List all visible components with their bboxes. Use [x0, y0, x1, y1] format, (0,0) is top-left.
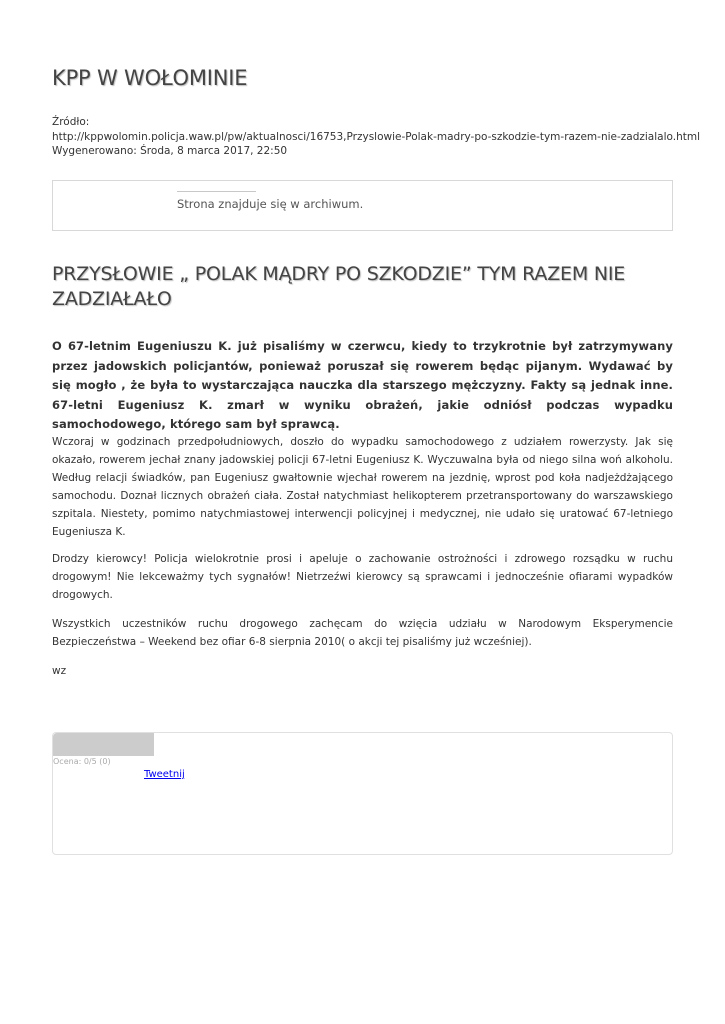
article-title: PRZYSŁOWIE „ POLAK MĄDRY PO SZKODZIE” TYM RAZEM NIE ZADZIAŁAŁO — [52, 263, 626, 310]
generated-date: Wygenerowano: Środa, 8 marca 2017, 22:50 — [52, 145, 288, 157]
article-lead: O 67-letnim Eugeniuszu K. już pisaliśmy w czerwcu, kiedy to trzykrotnie był zatrzymywany przez jadowskich policjantów, ponieważ poruszał się rowerem będąc pijanym. Wydawać by się mogło , że była to wystarczająca nauczka dla starszego mężczyzny. Fakty są jednak inne. 67-letni Eugeniusz K. zmarł w wyniku obrażeń, jakie odniósł podczas wypadku samochodowego, którego sam był sprawcą. — [52, 339, 673, 431]
archive-notice-text: Strona znajduje się w archiwum. — [177, 197, 364, 211]
archive-divider — [177, 191, 256, 192]
archive-notice-box — [52, 180, 673, 231]
source-url: http://kppwolomin.policja.waw.pl/pw/aktualnosci/16753,Przyslowie-Polak-madry-po-szkodzie-tym-razem-nie-zadzialalo.html — [52, 130, 700, 143]
article-paragraph: Drodzy kierowcy! Policja wielokrotnie prosi i apeluje o zachowanie ostrożności i zdrowego rozsądku w ruchu drogowym! Nie lekceważmy tych sygnałów! Nietrzeźwi kierowcy są sprawcami i jednocześnie ofiarami wypadków drogowych. — [52, 553, 673, 601]
article-paragraph: Wczoraj w godzinach przedpołudniowych, doszło do wypadku samochodowego z udziałem rowerzysty. Jak się okazało, rowerem jechał znany jadowskiej policji 67-letni Eugeniusz K. Wyczuwalna była od niego silna woń alkoholu. Według relacji świadków, pan Eugeniusz gwałtownie wjechał rowerem na jezdnię, wprost pod koła nadjeżdżającego samochodu. Doznał licznych obrażeń ciała. Został natychmiast helikopterem przetransportowany do warszawskiego szpitala. Niestety, pomimo natychmiastowej interwencji policyjnej i medycznej, nie udało się uratować 67-letniego Eugeniusza K. — [52, 436, 673, 538]
tweet-link[interactable]: Tweetnij — [144, 769, 185, 780]
source-label: Źródło: — [52, 116, 90, 128]
rating-stars-bar[interactable] — [53, 733, 154, 756]
site-title: KPP W WOŁOMINIE — [52, 66, 248, 90]
source-meta — [52, 115, 700, 159]
article-paragraph: Wszystkich uczestników ruchu drogowego zachęcam do wzięcia udziału w Narodowym Eksperymencie Bezpieczeństwa – Weekend bez ofiar 6-8 sierpnia 2010( o akcji tej pisaliśmy już wcześniej). — [52, 618, 673, 648]
rating-label: Ocena: 0/5 (0) — [53, 757, 111, 766]
rating-box — [52, 732, 673, 855]
article-signature: wz — [52, 665, 67, 677]
